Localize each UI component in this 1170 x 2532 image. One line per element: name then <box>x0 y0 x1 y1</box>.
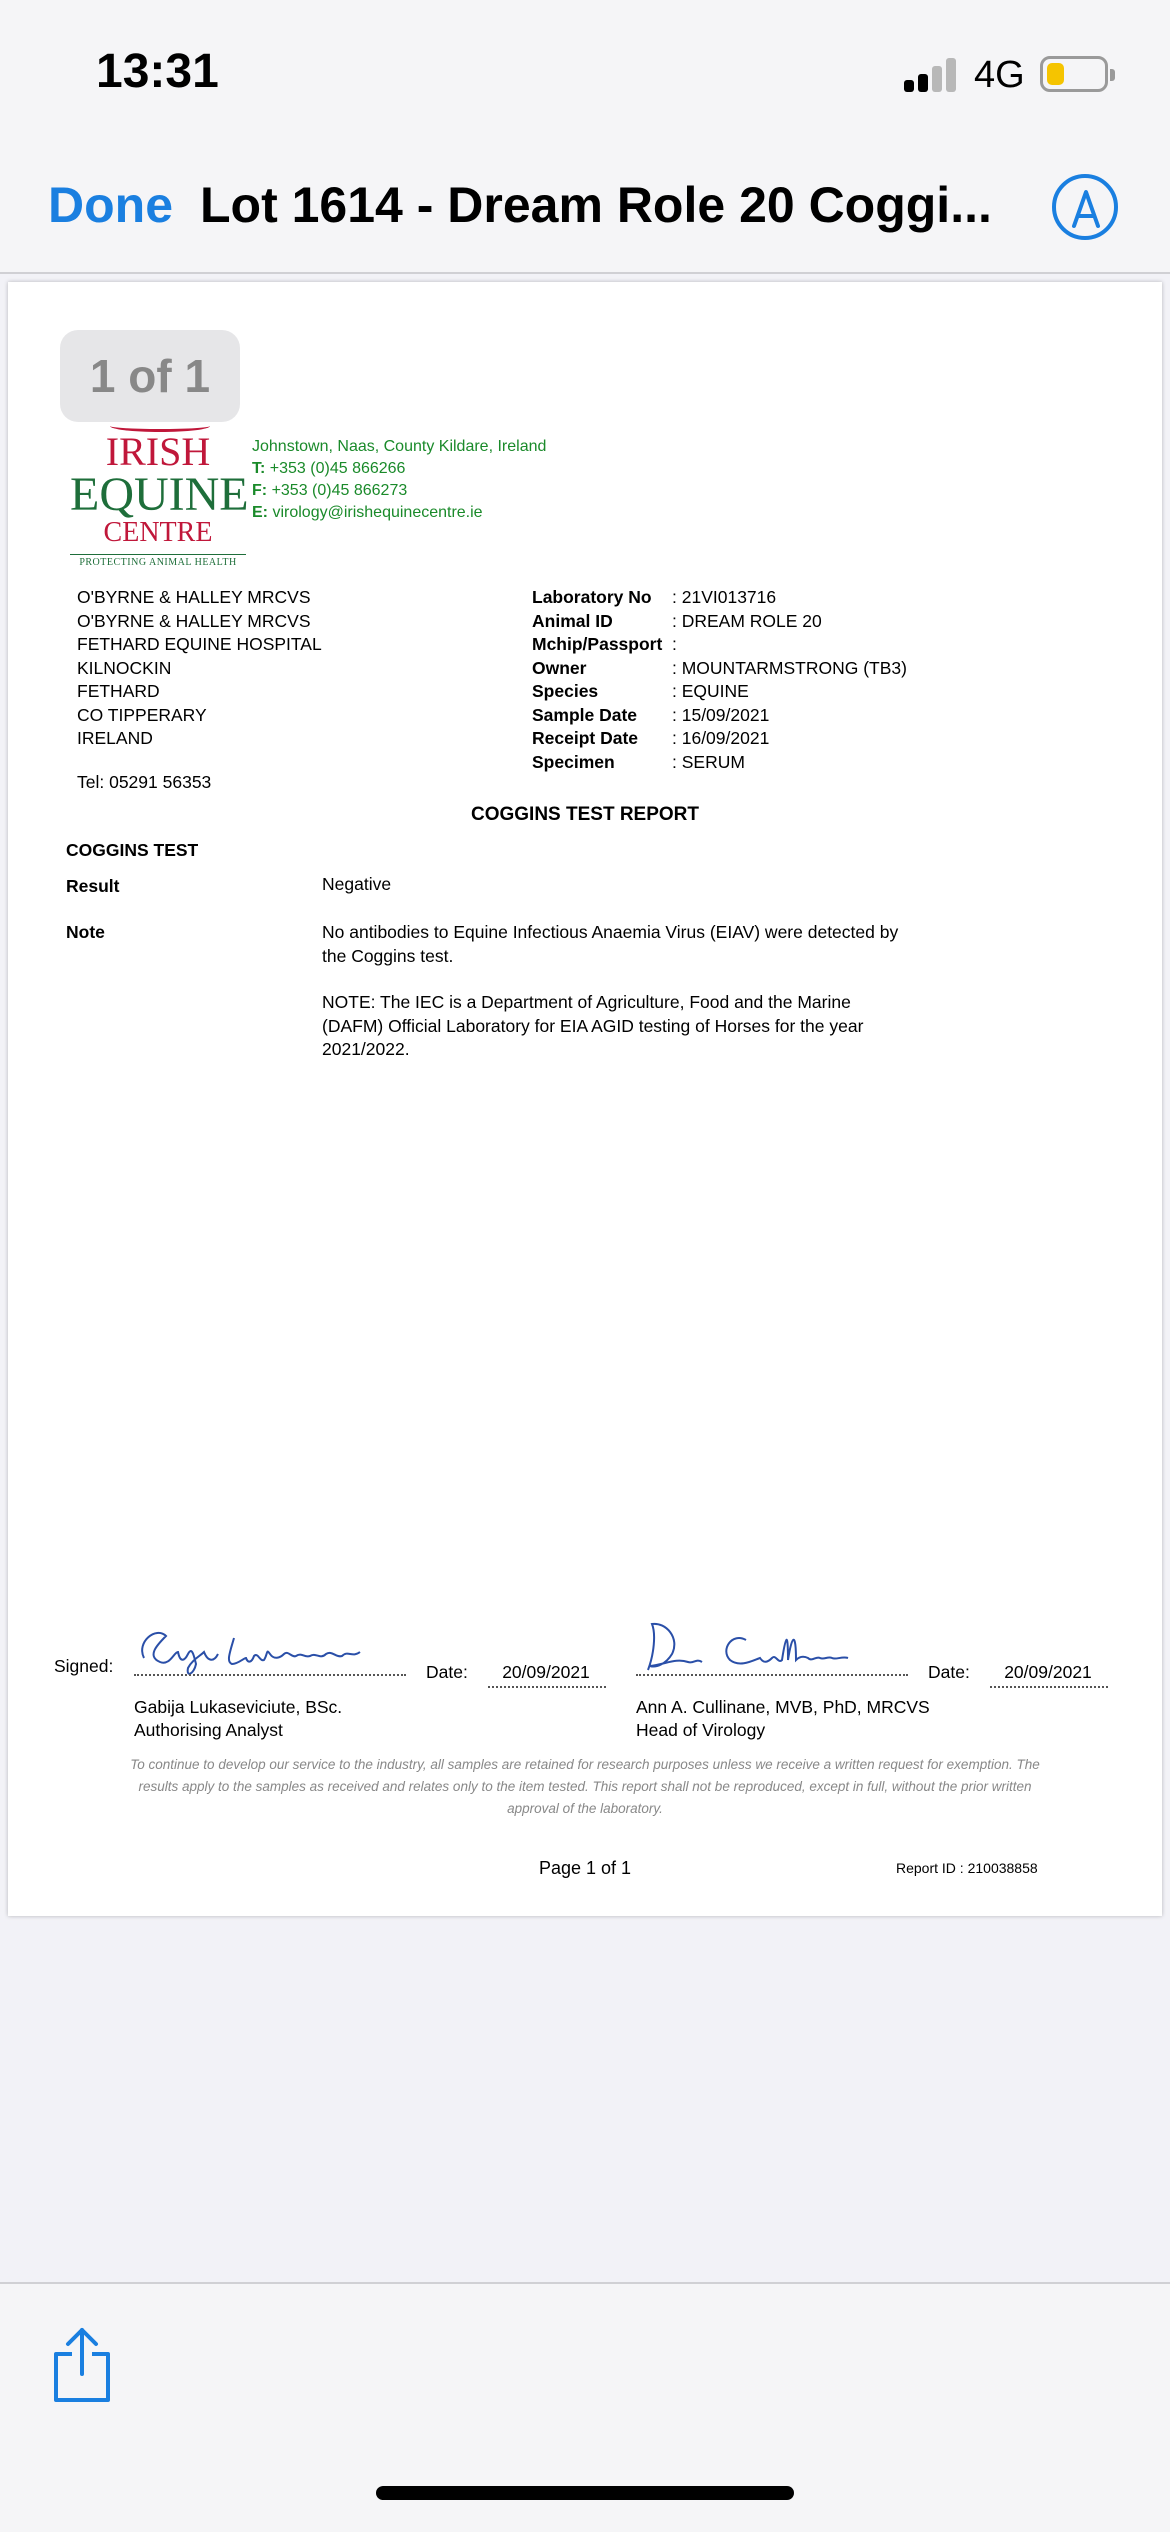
note-label: Note <box>66 922 105 942</box>
result-label: Result <box>66 876 120 896</box>
signatory-name: Ann A. Cullinane, MVB, PhD, MRCVS Head of Virology <box>636 1697 930 1740</box>
done-button[interactable]: Done <box>48 177 173 233</box>
lab-info-table <box>532 586 907 774</box>
status-time: 13:31 <box>96 45 219 98</box>
nav-bar <box>0 140 1170 274</box>
lab-info-row: Species : EQUINE <box>532 681 749 701</box>
lab-phone: +353 (0)45 866266 <box>269 460 406 477</box>
document-page[interactable] <box>8 282 1162 1916</box>
section-title: COGGINS TEST <box>66 840 199 860</box>
lab-info-row: Specimen : SERUM <box>532 751 745 772</box>
page-indicator: 1 of 1 <box>60 330 240 422</box>
signature-line <box>134 1674 406 1676</box>
lab-contact: Johnstown, Naas, County Kildare, Ireland T: +353 (0)45 866266 F: +353 (0)45 866273 E: virology@irishequinecentre.ie <box>252 438 547 521</box>
lab-info-row: Sample Date : 15/09/2021 <box>532 704 770 725</box>
markup-button[interactable] <box>1052 174 1118 240</box>
recipient-tel: Tel: 05291 56353 <box>77 772 212 792</box>
signed-label: Signed: <box>54 1656 114 1676</box>
signature-line <box>636 1674 908 1676</box>
disclaimer: To continue to develop our service to the industry, all samples are retained for research purposes unless we receive a written request for exemption. The results apply to the samples as received and relates only to the item tested. This report shall not be reproduced, except in full, without the prior written approval of the laboratory. <box>130 1757 1040 1816</box>
markup-pen-icon <box>1066 186 1106 232</box>
report-id: Report ID : 210038858 <box>896 1860 1038 1876</box>
status-bar <box>0 0 1170 140</box>
lab-info-row: Laboratory No : 21VI013716 <box>532 587 777 607</box>
recipient-address: O'BYRNE & HALLEY MRCVS O'BYRNE & HALLEY MRCVS FETHARD EQUINE HOSPITAL KILNOCKIN FETHARD CO TIPPERARY IRELAND <box>77 587 322 748</box>
cellular-signal-icon <box>904 58 960 92</box>
signature-gabija-lukaseviciute <box>134 1622 404 1682</box>
share-button[interactable] <box>50 2326 114 2404</box>
lab-info-row: Receipt Date : 16/09/2021 <box>532 728 770 748</box>
date-line <box>990 1686 1108 1688</box>
irish-equine-centre-logo: IRISH EQUINE CENTRE PROTECTING ANIMAL HEALTH <box>70 422 246 570</box>
date-label: Date: <box>426 1662 468 1682</box>
report-title: COGGINS TEST REPORT <box>470 804 700 825</box>
lab-info-row: Animal ID : DREAM ROLE 20 <box>532 610 822 631</box>
signatory-name: Gabija Lukaseviciute, BSc. Authorising Analyst <box>134 1697 343 1740</box>
lab-address: Johnstown, Naas, County Kildare, Ireland <box>252 438 547 455</box>
network-type: 4G <box>974 54 1025 96</box>
battery-icon <box>1040 56 1108 92</box>
signature-date: 20/09/2021 <box>1004 1662 1092 1682</box>
lab-email: virology@irishequinecentre.ie <box>272 504 483 521</box>
result-value: Negative <box>322 874 392 894</box>
document-title: Lot 1614 - Dream Role 20 Coggi... <box>200 177 992 233</box>
lab-info-row: Mchip/Passport : <box>532 634 677 654</box>
lab-info-row: Owner : MOUNTARMSTRONG (TB3) <box>532 657 907 678</box>
signature-ann-cullinane <box>636 1614 876 1680</box>
home-indicator <box>376 2486 794 2500</box>
note-text: No antibodies to Equine Infectious Anaemia Virus (EIAV) were detected by the Coggins test. <box>322 922 899 966</box>
battery-level <box>1047 63 1064 85</box>
page-number: Page 1 of 1 <box>538 1858 632 1878</box>
signature-date: 20/09/2021 <box>502 1662 590 1682</box>
share-icon <box>50 2326 114 2404</box>
note-text-dafm: NOTE: The IEC is a Department of Agriculture, Food and the Marine (DAFM) Official Laboratory for EIA AGID testing of Horses for the year 2021/2022. <box>322 992 864 1059</box>
date-line <box>488 1686 606 1688</box>
date-label: Date: <box>928 1662 970 1682</box>
lab-fax: +353 (0)45 866273 <box>271 482 408 499</box>
